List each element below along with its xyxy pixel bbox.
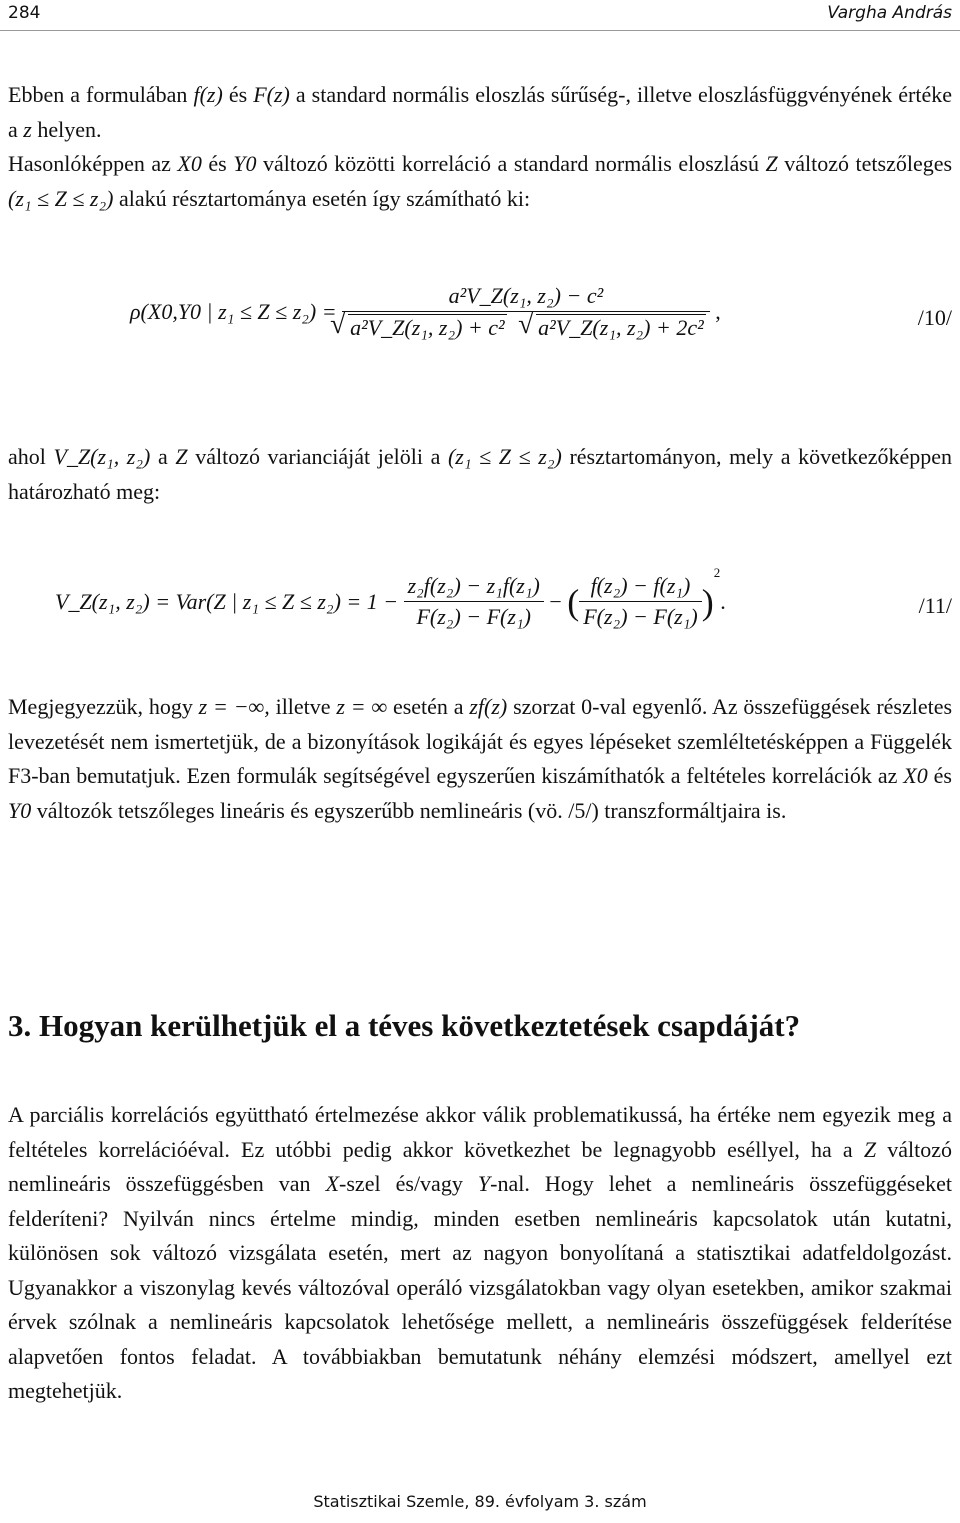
eq11-denominator-2: F(z₂) − F(z₁) (583, 604, 698, 630)
math-inline: V_Z(z₁, z₂) (53, 444, 151, 469)
eq11-exponent: 2 (713, 565, 721, 580)
text: változó varianciáját jelöli a (195, 444, 441, 469)
eq11-fraction-1 (404, 573, 544, 630)
eq10-fraction (342, 283, 710, 341)
eq11-fraction-2 (579, 573, 701, 630)
eq11-close-paren: ) (701, 581, 714, 622)
paragraph-4 (8, 690, 952, 828)
math-inline: X0 (177, 151, 202, 176)
eq10-sqrt-2: √ a²V_Z(z₁, z₂) + 2c² (536, 314, 706, 341)
math-inline: Z (863, 1136, 877, 1162)
text: A parciális korrelációs együttható értelmezése akkor válik problematikussá, ha értéke nem egyezik meg a feltételes korrelációéval. Ez utóbbi pedig akkor következhet be legnagyobb eséllyel, ha a (8, 1102, 952, 1162)
math-inline: Z (175, 444, 188, 469)
text: illetve (275, 694, 331, 719)
math-inline: zf(z) (469, 694, 508, 719)
eq11-denominator-1: F(z₂) − F(z₁) (416, 604, 531, 630)
math-inline: z = ∞ (336, 694, 388, 719)
text: a standard normális eloszlás sűrűség-, illetve eloszlásfüggvényének értéke a (8, 82, 953, 142)
math-inline: Y0 (8, 797, 32, 823)
text: esetén a (392, 694, 464, 719)
text: -szel és/vagy (339, 1171, 463, 1196)
text: változó tetszőleges (784, 151, 953, 176)
section-heading: 3. Hogyan kerülhetjük el a téves következtetések csapdáját? (8, 1008, 801, 1043)
math-inline: Y (477, 1171, 491, 1196)
text: helyen. (37, 116, 102, 142)
text: változó nemlineáris összefüggésben van (8, 1136, 953, 1196)
math-inline: X (325, 1171, 340, 1196)
eq11-dot: . (720, 588, 726, 614)
eq11-numerator-2: f(z₂) − f(z₁) (579, 573, 701, 602)
math-inline: Y0 (233, 151, 257, 176)
text: alakú résztartománya esetén így számítható ki: (118, 185, 531, 211)
equation-11 (55, 565, 726, 630)
eq11-number: /11/ (918, 593, 952, 618)
math-inline: (z₁ ≤ Z ≤ z₂) (447, 444, 562, 469)
math-inline: f(z) (193, 82, 223, 107)
text: és (208, 151, 227, 176)
paragraph-2 (8, 147, 952, 216)
math-inline: X0 (903, 763, 928, 788)
text: Megjegyezzük, hogy (8, 694, 193, 719)
author-name: Vargha András (827, 3, 952, 23)
math-inline: (z₁ ≤ Z ≤ z₂) (8, 185, 114, 211)
text: -nal. Hogy lehet a nemlineáris összefüggéseket felderíteni? Nyilván nincs értelme mindig, minden esetben nemlineáris kapcsolatok után kutatni, különösen sok változó vizsgálata esetén, mert az nagyon bonyolítaná a statisztikai adatfeldolgozást. Ugyanakkor a viszonylag kevés változóval operáló vizsgálatokban vagy olyan esetekben, amikor szakmai érvek szólnak a nemlineáris kapcsolatok lehetősége mellett, a nemlineáris összefüggések felderítése alapvetően fontos feladat. A továbbiakban bemutatunk néhány elemzési módszert, amellyel ezt megtehetjük. (8, 1171, 953, 1403)
running-header (0, 0, 960, 31)
eq10-numerator: a²V_Z(z₁, z₂) − c² (342, 283, 710, 312)
text: és (228, 82, 248, 107)
math-inline: Z (765, 151, 778, 176)
eq11-numerator-1: z₂f(z₂) − z₁f(z₁) (404, 573, 544, 602)
paragraph-5 (8, 1098, 952, 1409)
equation-10 (130, 283, 721, 341)
math-inline: F(z) (253, 82, 290, 107)
eq11-lhs: V_Z(z₁, z₂) = Var(Z | z₁ ≤ Z ≤ z₂) = 1 − (55, 588, 399, 614)
text: ahol (8, 444, 46, 469)
text: szorzat 0-val egyenlő. Az összefüggések részletes levezetését nem ismertetjük, de a bizonyítások logikáját és egyes lépéseket szemléltetésképpen a Függelék F3-ban bemutatjuk. Ezen formulák segítségével egyszerűen kiszámíthatók a feltételes korrelációk az (8, 694, 953, 788)
eq11-minus: − (549, 588, 562, 614)
text: változók tetszőleges lineáris és egyszerűbb nemlineáris (vö. /5/) transzformáltjaira is. (36, 797, 787, 823)
paragraph-1 (8, 78, 952, 147)
eq10-comma: , (715, 299, 721, 324)
eq11-open-paren: ( (567, 581, 580, 622)
eq10-denominator (342, 312, 710, 341)
math-inline: z = −∞, (198, 694, 270, 719)
math-inline: z (23, 116, 32, 142)
eq10-lhs: ρ(X0,Y0 | z₁ ≤ Z ≤ z₂) = (130, 299, 337, 324)
eq10-sqrt-1: √ a²V_Z(z₁, z₂) + c² (348, 314, 507, 341)
text: Ebben a formulában (8, 82, 188, 107)
text: résztartományon, mely a következőképpen határozható meg: (8, 444, 953, 504)
text: Hasonlóképpen az (8, 151, 171, 176)
footer-journal: Statisztikai Szemle, 89. évfolyam 3. szám (313, 1492, 647, 1511)
text: változó közötti korreláció a standard normális eloszlású (263, 151, 759, 176)
text: és (933, 763, 952, 788)
text: a (157, 444, 168, 469)
page-number: 284 (8, 3, 41, 23)
paragraph-3 (8, 440, 952, 509)
eq10-number: /10/ (917, 305, 952, 330)
